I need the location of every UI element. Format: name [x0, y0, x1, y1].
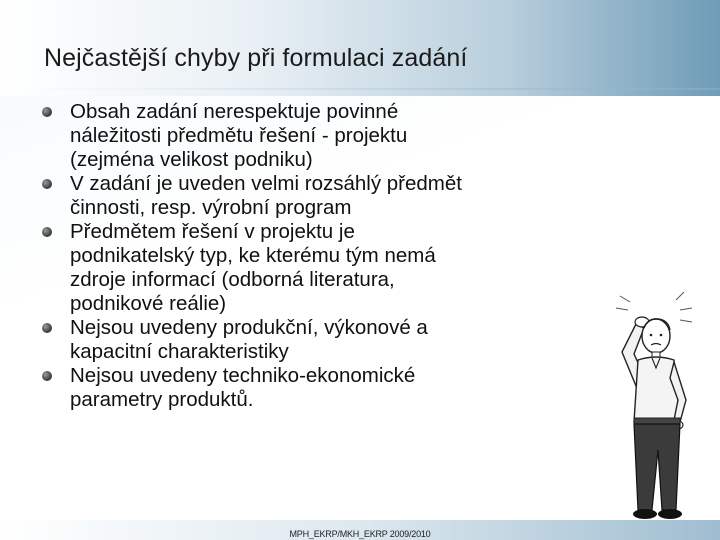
- bullet-text: Obsah zadání nerespektuje povinné náležitosti předmětu řešení - projektu (zejména velikost podniku): [70, 100, 408, 171]
- bullet-text: Nejsou uvedeny techniko-ekonomické parametry produktů.: [70, 364, 416, 411]
- bullet-item: [42, 220, 582, 316]
- confused-man-scratching-head-icon: [600, 282, 710, 526]
- bullet-item: [42, 316, 582, 364]
- round-bullet-icon: [42, 323, 52, 333]
- round-bullet-icon: [42, 179, 52, 189]
- round-bullet-icon: [42, 371, 52, 381]
- footer-text: MPH_EKRP/MKH_EKRP 2009/2010: [289, 529, 431, 539]
- bullet-text: V zadání je uveden velmi rozsáhlý předmět činnosti, resp. výrobní program: [70, 172, 462, 219]
- bullet-text: Předmětem řešení v projektu je podnikatelský typ, ke kterému tým nemá zdroje informací (odborná literatura, podnikové reálie): [70, 220, 436, 315]
- bullet-item: [42, 100, 582, 172]
- bullet-list: [42, 100, 582, 412]
- round-bullet-icon: [42, 107, 52, 117]
- bullet-item: [42, 364, 582, 412]
- title-divider: [0, 88, 720, 90]
- bullet-item: [42, 172, 582, 220]
- round-bullet-icon: [42, 227, 52, 237]
- slide-title: Nejčastější chyby při formulaci zadání: [44, 44, 468, 72]
- bullet-text: Nejsou uvedeny produkční, výkonové a kapacitní charakteristiky: [70, 316, 428, 363]
